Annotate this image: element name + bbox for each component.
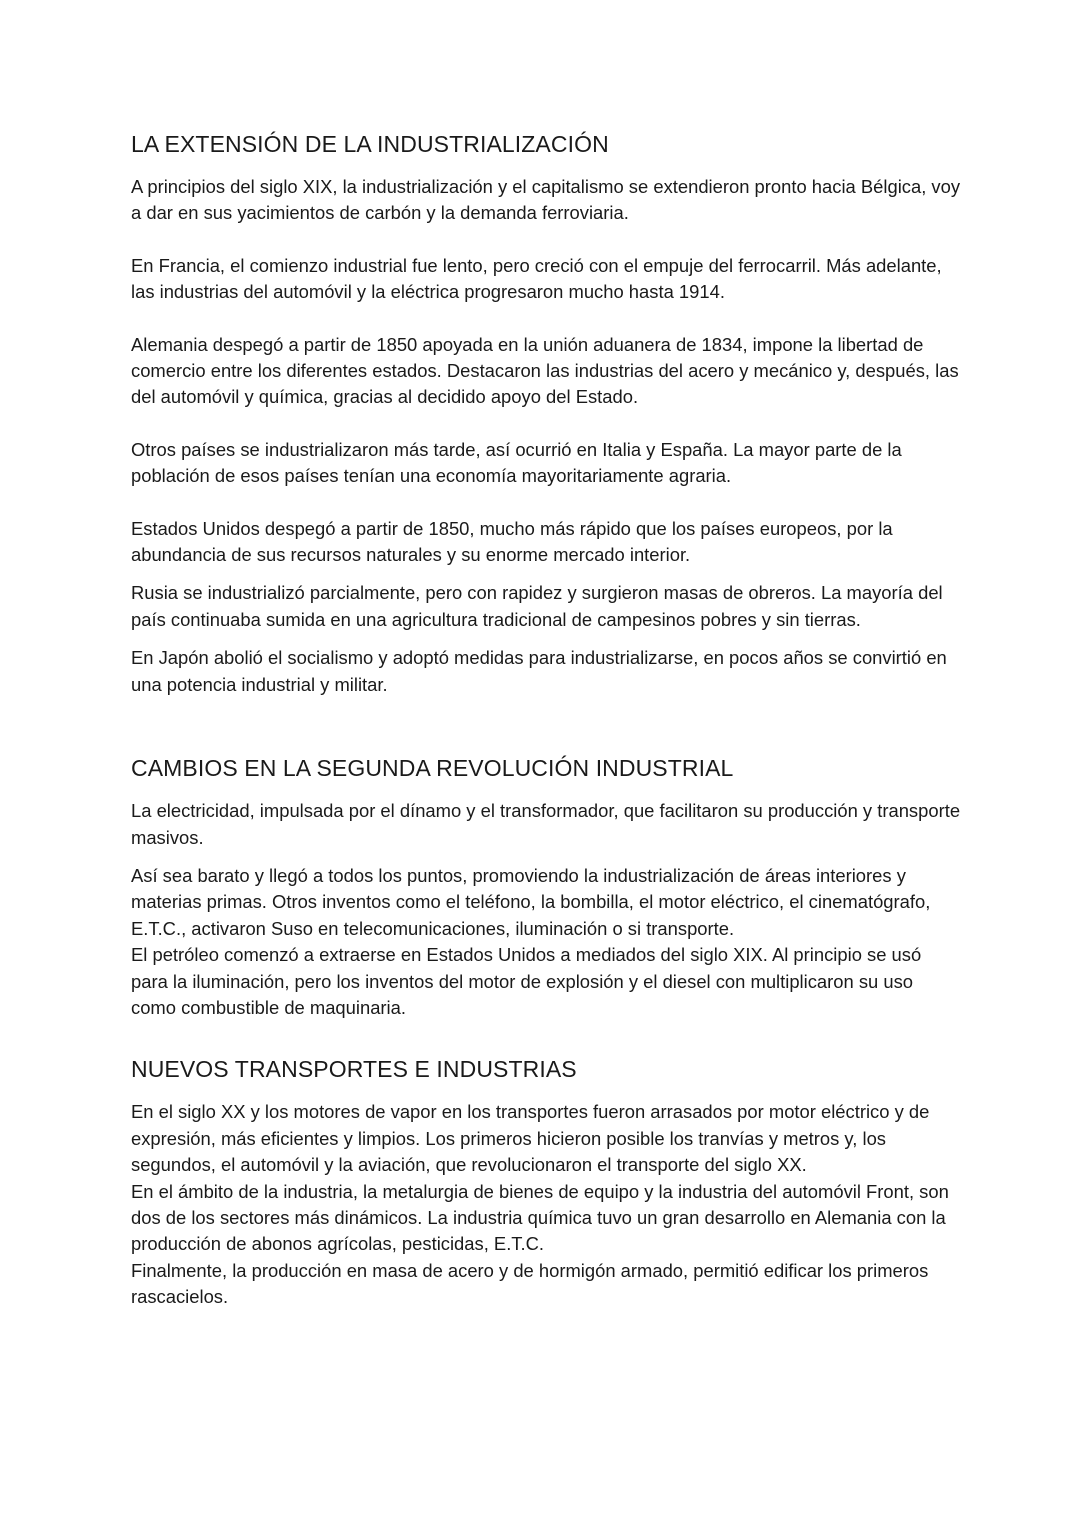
paragraph: En Francia, el comienzo industrial fue lento, pero creció con el empuje del ferrocarril. Más adelante, las industrias del automóvil y la eléctrica progresaron mucho hasta 1914.	[131, 254, 942, 303]
paragraph: Otros países se industrializaron más tarde, así ocurrió en Italia y España. La mayor parte de la población de esos países tenían una economía mayoritariamente agraria.	[131, 438, 902, 487]
paragraph: Rusia se industrializó parcialmente, pero con rapidez y surgieron masas de obreros. La mayoría del país continuaba sumida en una agricultura tradicional de campesinos pobres y sin tierras.	[131, 582, 943, 630]
section-heading: NUEVOS TRANSPORTES E INDUSTRIAS	[131, 1056, 577, 1083]
section-heading: CAMBIOS EN LA SEGUNDA REVOLUCIÓN INDUSTRIAL	[131, 755, 734, 782]
document-page	[131, 130, 961, 1311]
paragraph: En Japón abolió el socialismo y adoptó medidas para industrializarse, en pocos años se convirtió en una potencia industrial y militar.	[131, 647, 947, 695]
paragraph: La electricidad, impulsada por el dínamo y el transformador, que facilitaron su producción y transporte masivos.	[131, 800, 961, 848]
paragraph: El petróleo comenzó a extraerse en Estados Unidos a mediados del siglo XIX. Al principio se usó para la iluminación, pero los inventos del motor de explosión y el diesel con multiplicaron su uso como combustible de maquinaria.	[131, 944, 922, 1018]
paragraph: Finalmente, la producción en masa de acero y de hormigón armado, permitió edificar los primeros rascacielos.	[131, 1259, 929, 1308]
paragraph: Alemania despegó a partir de 1850 apoyada en la unión aduanera de 1834, impone la libertad de comercio entre los diferentes estados. Destacaron las industrias del acero y mecánico y, después, las del automóvil y química, gracias al decidido apoyo del Estado.	[131, 333, 959, 408]
paragraph: A principios del siglo XIX, la industrialización y el capitalismo se extendieron pronto hacia Bélgica, voy a dar en sus yacimientos de carbón y la demanda ferroviaria.	[131, 176, 961, 224]
section-extension-industrializacion	[131, 130, 961, 698]
paragraph: En el siglo XX y los motores de vapor en los transportes fueron arrasados por motor eléctrico y de expresión, más eficientes y limpios. Los primeros hicieron posible los tranvías y metros y, los segundos, el automóvil y la aviación, que revolucionaron el transporte del siglo XX.	[131, 1101, 930, 1176]
section-nuevos-transportes	[131, 1055, 961, 1310]
section-heading: LA EXTENSIÓN DE LA INDUSTRIALIZACIÓN	[131, 131, 609, 157]
section-cambios-segunda-revolucion	[131, 754, 961, 1021]
paragraph: Así sea barato y llegó a todos los puntos, promoviendo la industrialización de áreas interiores y materias primas. Otros inventos como el teléfono, la bombilla, el motor eléctrico, el cinematógrafo, E.T.C., activaron Suso en telecomunicaciones, iluminación o si transporte.	[131, 864, 931, 939]
paragraph: En el ámbito de la industria, la metalurgia de bienes de equipo y la industria del automóvil Front, son dos de los sectores más dinámicos. La industria química tuvo un gran desarrollo en Alemania con la producción de abonos agrícolas, pesticidas, E.T.C.	[131, 1180, 949, 1255]
paragraph: Estados Unidos despegó a partir de 1850, mucho más rápido que los países europeos, por la abundancia de sus recursos naturales y su enorme mercado interior.	[131, 517, 893, 566]
